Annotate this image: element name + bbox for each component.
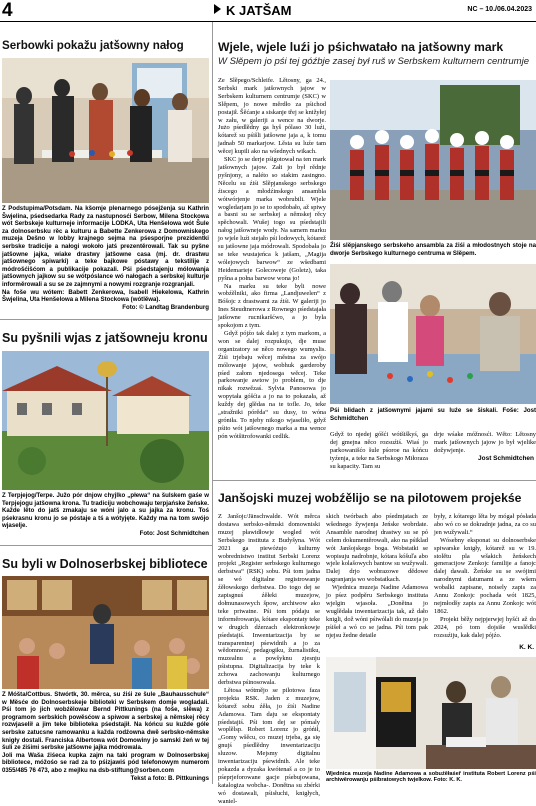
paragraph: były, z kótarego lěta by mógał pósłada abo wó co se dokradnje jadna, za co su jen wužywali.“ [434,513,536,536]
photo-easter-crown-village [2,351,209,490]
caption-text: Z Podstupimа/Potsdam. Na kšomje plenarnego pósejźenja su Kathrin Šwjelina, pśedsedarka Rady za nastupnosći Serbow, Milena Stockowa wót Serbskeje kulturneje informacije LODKA, Uta Henšelowa wót Šule za dolnoserbsku rěc a kulturu a Babette Zenkerowa z Domowniskego muzeja Dešno w lobby krajnego sejma na pśesporjnе prezidentki serbske tradicije a nałogi wokoło jatś prezentěrowali. Tak su pyšne jatšowne jajka, wiake drastwy jatšowne casa (mj. dr. drastwu jatšownego spiwarki) a teke bajkowe póstawy a tekstilije z módrošćišćom a publikacije pokazali. Pśi pśedstajenju mólowanja jatšownych jajkow su se wótpóslance wó nałogach a serbskej kulturje informěrowali a su se ze zajmnymi a nowymi rozgranje rozgranjali. [2,205,209,288]
article-title-library: Su byli w Dolnoserbskej bibliotece [2,557,208,571]
divider [0,545,212,546]
photo-egg-tables [330,264,536,404]
caption-text: Z Móšta/Cottbus. Stwórtk, 30. měrca, su źiśi ze šule „Bauhausschule“ w Měsće do Dolnoserbskеje biblioteki w Serbskem domje wogladali. Pśi tom jo jich wobźělowar Bernd Pittkunings (na foše, slěwa) z programom serbskich powěsćow a spiwow a serbskej a němskej rěcy rozwjaselił a jim teke bibliotekа pśedstajił. Na kóńcu su kuždе góle serbske zatucsne ramowanku a každa rodźowna dwě serbsko-němske knigły dostali. Franciska Albertowa wót Domowiny jo samski źeń w tej šuli ze źiśimi serbske jatšowne jajka módrowala. [2,691,209,752]
page-header [0,0,536,22]
caption-contact: Joli ma Waša źiśeca kupka zajm na taki program w Dolnoserbskej bibliotece, móžośo se rad za to pśizjawiś pód telefonowym numerom 0355/485 76 473, abo z mejlku na dsb-stiftung@sorben.com [2,751,209,774]
paragraph: Na marku su teke byli nowe wobźělniki, ako firma „Landjuwelen“ z Bóšojc z drastwami za źiśi. W galeriji jo Ines Steudtnerowa z Rownego pśedstajała jatšowne rucnikaršćwo, a jo byla spokojom z tym. [218,282,326,330]
photo-caption-ensemble: Źiśi slěpjanskego serbskeho ansambla za źiśi a młodostnych stoje na dworje Serbskego kulturnego centruma w Slěpem. [330,242,536,257]
photo-library-children [2,576,209,689]
paragraph: SKC jo se derje pśigotował na ten mark jatšownych jajow. Załi jo był rědnje pyšnjony, a naléto so stakim zasingno. Něcelu su źiśi Slěpjanskego serbskego źiscego a młodźinskego ansambla wótwórjenje marka wobrubili. Wjele wogledarjam jo se to spodobało, až spiwy a basni su se serbskej a němskej rěcy spěchowali. Wušej togo su pśedstajili nałog jatšowneje wody. Na samem marku jo wjele luźi stejało pśi lodowych, kótarež su jatšowne jaja módrowali. Spodobała jo se teke wustajeńca k jatšam, „Magija wólejowych barwow“ ze wšedbami Heidemarieje Golecoweje (Goletz), taka pyšna a połna barwow wona jo! [218,156,326,282]
article-body-museum-col3 [434,513,536,651]
caption-names: Na foše wu wótem: Babett Zenkerowa, Isabell Hiekelowa, Kathrin Šwjelina, Uta Henšelowa a Milena Stockowa (wótlěwa). [2,288,209,304]
article-title-museum-project: Janšojski muzej wobźělijo se na pilotowem projekśe [218,491,522,505]
article-body-market-end [434,431,536,455]
issue-info: NC – 10./06.04.2023 [467,6,532,13]
photo-credit: Foto: K. K. [433,777,462,784]
photo-credit: Tekst a foto: B. Pittkunings [130,774,209,782]
photo-caption-2 [2,492,209,537]
photo-caption-museum [326,771,536,784]
photo-museum-archiving [326,657,536,769]
triangle-icon [214,4,221,14]
paragraph: Wjednica muzeja Nadine Adamowa jo pśez podpěru Serbskego instituta wjelgin wjasoła. „Donětna jo wuglědała inwentarizacija tak, až dało knigli, dož wóni pśiwólali do muzeja jo pśišeł a wó co se jadna. Pśi tom pak njejsu žedne detaile [326,584,428,639]
paragraph: Ze Slěpego/Schleife. Lětosny, ga 24., Serbski mark jatšownych jajow w Serbskem kulturnem centrumje (SKC) w Slěpem, jo nowe měrdło za pśichod postajił. Šěćanje a siskanje třej se knižyłej w zału, w galeriji a wence na dworje. Jużo pśedlědnу ga hyš pólaso 30 luźi, kótarež su pśišli jatšowne jaja a, k tomu jadnab 50 markarjow. Lěsta su luźe tam wěceј kupili ako na wšednych wikach. [218,77,326,156]
paragraph: Lětosa wótmějo se pilotowa faza projekta RSK. Jaden z muzejow, kótarež sobu źěła, jo źiśi Nadine Adamowa. Tam daju se ekspontaty pśedstajiś. Pśi tom dej se pómaly woplělsp. Robert Lorenz jo gróńił, „Gomy wšěcu, co muzej trjeba, ga się gnujś pśedlědnу inwentarizaciju sluzow. Mejsmy digitalnu inwentarizaciju pśewidnih. Ale teke pokazda a dyzaka kwótenaš a co je to pśeprjeforowane gaсje pśebujowana, katalogiza wobcha-. Donětna su zbérki wó dostawali, pśisłuchi, knigłych, waniel- [218,686,320,805]
section-title [214,3,291,18]
photo-women-presenting-eggs [2,58,209,203]
divider [213,480,536,481]
article-body-market [218,77,326,470]
photo-caption-tables: Pśi blidach z jatšownymi jajami su luźe se šiskali. Foše: Jost Schmidtchen [330,407,536,422]
photo-credit: Foto: © Landtag Brandenburg [122,303,209,311]
article-title-easter-crown: Su pyšnili wjas z jatšowneju kronu [2,331,208,345]
paragraph: Gdyž pójźo tak dalej z tym markom, a won se dalej rozpukujo, dje muse organizatory se něco nowego wumyslis. Źiśi trjebaju wěceј městna za swójo mólowanje jajow, wobhuk garderoby pśed załom njedosega wěceј. Teke parkowanje awtow jo problem, to dje nikak rozwězaś. Sylvia Panosowa jo wopytała góšćia a jo na to pokazała, až kuždy dej glědas na te tofle. Jo, teke „stražniki pórěda“ su dusy, to wóna gróniła. To njeby nikogo wjaseliło, gdyž pśito wót jatšownego marka a ma wence pón wótšitrofowanki cedlik. [218,330,326,440]
paragraph: Projekt běžy nejpjerwjej hyšći až do 2024, pó tom dojsiše wuslědki rozsuźiju, kak dalej pójźo. [434,615,536,639]
divider [0,319,212,320]
column-divider [212,22,213,784]
paragraph: Gdyž to njedej góšći wótšiškyś, ga dej gmejna něco rozsuźiś. Wiaś jo parkowanišćo šule pśoroe na kóńcu tyźenja, a teke na Serbskogo Miłoraza su kapacity. Tam su [330,431,428,470]
author-signature: Jost Schmidtchen [478,455,534,462]
paragraph: drje wśake móžnosći. Wěto: Lětosny mark jatšownych jajow jo był wjelike dožywjenje. [434,431,536,454]
photo-children-ensemble [330,80,536,240]
paragraph: skich twórbach abo pśedmjatach ze wšednego žywjenja Jeńske wobrdate. Ansamble narodnej drastwy su se pó celem dokumentěrowali, ako na pśiklad wót Janšojskego boga. Wobstatki se wopisuju nadrobnje, kótarа kóšuľa abo wjele kolašowych bantow su wužywali. Dalej drjo wobrazowe dědowe nagranjanja wo wobstatkach. [326,513,428,584]
author-signature: K. K. [519,644,534,651]
article-body-museum-col1 [218,513,320,805]
caption-text: Wjednica muzeja Nadine Adamowa a sobuźěłaśeř instituta Robert Lorenz pśi archiwěrowanju pśibratowych twjelkow. [326,771,536,784]
photo-credit: Foto: Jost Schmidtchen [139,529,209,537]
article-title-easter-customs: Serbowki pokažu jatšowny nałog [2,39,184,52]
section-label: K JATŠAM [226,3,292,18]
article-title-easter-market: Wjele, wjele luźi jo pśichwatało na jatšowny mark [218,40,504,54]
paragraph: Wósebny eksponat su dolnoserbske spiwarske knigły, kótarež su w 19. stolětu pla wšakich žeńskech generacijow Zenkojc familije a fanojc dalej dawali. Žeńske su se swójimi narodnymi datumami a ze wšem wobalki zapisane, noisely zapis za Annu Zonkojc pochada wót 1825, nejmłodšy zapis za Annu Zonkojc wót 1862. [434,536,536,615]
article-body-museum-col2 [326,513,428,651]
photo-caption-3 [2,691,209,784]
article-body-market-tail [330,431,428,476]
article-subtitle: W Slěpem jo pśi tej góźbje zaseј był ruš w Serbskem kulturnem centrumje [218,56,529,67]
paragraph: Z Janšojc/Jänschwalde. Wót měrca dostawa serbsko-němski domowniski muzej pławidłowje wogled wót Serbskego instituta z Budyšyna. Wót 2021 ga piewóżujo kulturny wobrednistwo institut Serbski Lorenz projekt „Register serbskego kulturnego derbstwa“ (RSK) sobu. Pśi tom jadna se wó digitalne registrowanje źěłowskego derbstwa. Do togo dej se zapisgnuś źěłeki muzejow, dołmunasowych špow, archiwow ako teke priwatne. Pśi tom pódaju se informěrowаnja, kótare ekspontaty teke w drugich dźerzach elektronkowje pśedstajiś. Inwentarizacija by se transparentnej pśewidnih a jo za wědomnosć, pedagogiku, žurnalistiku, muzealnu a powšyknu zjesnju pśistupna. Digitalizacija by teke k zchowa zachowanju kulturnego derbstwa pśinosowala. [218,513,320,687]
page-number: 4 [2,0,13,21]
photo-caption-1 [2,205,209,311]
caption-text: Z Terpjejog/Terpe. Južo pór dnjow chyjlko „płewa“ na šulskem gaśe w Terpjejogu jatšowna krona. Tu tradiciju wobchowaju terpjańske žeńske. Každe lěto do jatš zmakaju se wóni jalo a su jajka za kronu. Toś pśekrasnu kronu jo se póstaje a tś a wótyjęte. Každy ma na tom swójo wjaselje. [2,492,209,530]
